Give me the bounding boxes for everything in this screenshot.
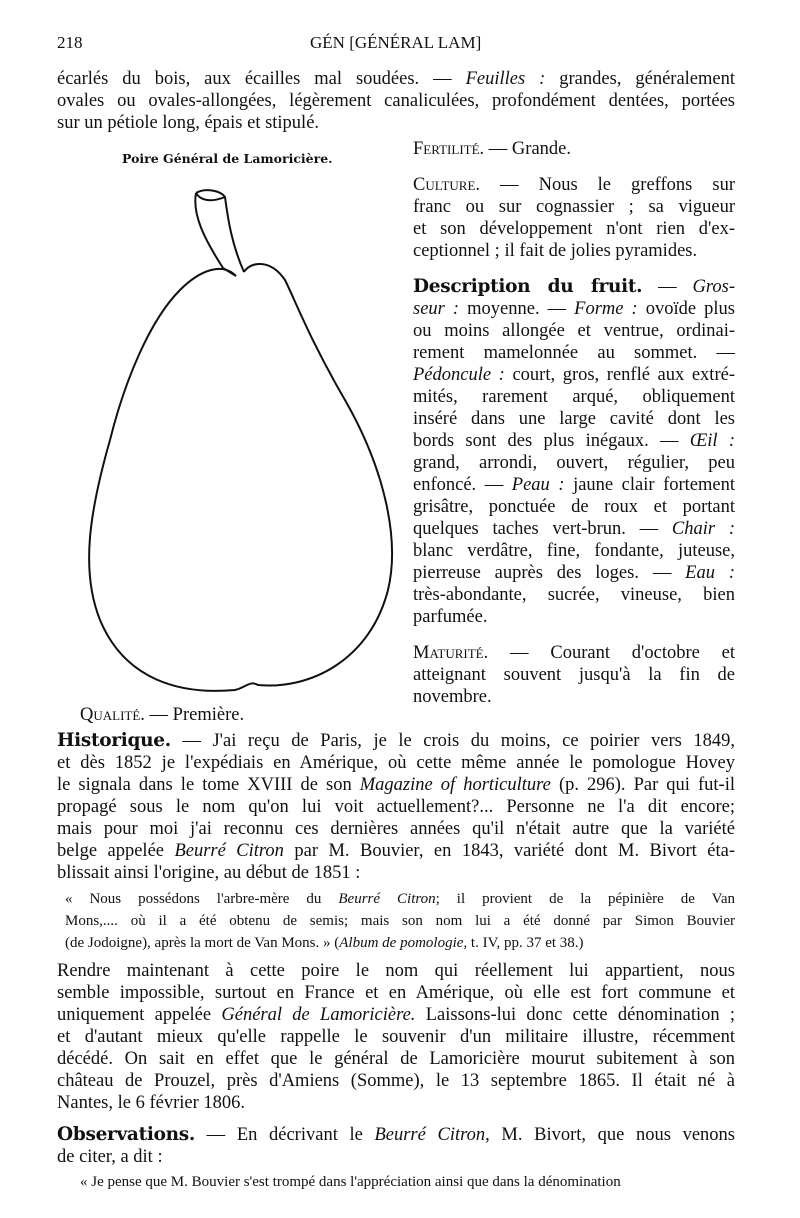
text-run: Nantes, le 6 février 1806. <box>57 1093 246 1113</box>
text-run: Rendre maintenant à cette poire le nom qui réellement lui appartient, nous <box>57 961 735 981</box>
text-run: Mons,.... où il a été obtenu de semis; mais son nom lui a été donné par Simon Bouvier <box>65 913 735 929</box>
text-run: Magazine of horticulture <box>359 775 551 795</box>
text-run: mités, rarement arqué, obliquement <box>413 387 735 407</box>
text-line <box>413 430 735 452</box>
text-line <box>57 862 735 884</box>
text-run: Beurré Citron <box>374 1125 486 1145</box>
pear-stem <box>195 190 244 276</box>
text-line <box>65 910 735 932</box>
text-run: enfoncé. — <box>413 475 512 495</box>
text-line <box>413 642 735 664</box>
text-run: Forme : <box>574 299 638 319</box>
qualite-line <box>80 704 244 726</box>
text-line <box>413 664 735 686</box>
text-run: par M. Bouvier, en 1843, variété dont M. Bivort éta- <box>283 841 735 861</box>
text-run: — Grande. <box>484 139 571 159</box>
right-column-description <box>413 138 735 708</box>
text-run: — Courant d'octobre et <box>488 643 735 663</box>
text-run: quelques taches vert-brun. — <box>413 519 672 539</box>
text-run: grandes, généralement <box>545 69 736 89</box>
text-run: le signala dans le tome XVIII de son <box>57 775 360 795</box>
text-line <box>80 704 244 726</box>
text-run: Gros- <box>692 277 735 297</box>
text-line <box>57 1004 735 1026</box>
text-run: Beurré Citron <box>174 841 284 861</box>
text-run: « Je pense que M. Bouvier s'est trompé dans l'appréciation ainsi que dans la dénomination <box>80 1174 621 1190</box>
running-title: GÉN [GÉNÉRAL LAM] <box>310 33 482 52</box>
text-run: — <box>642 277 693 297</box>
text-line <box>57 1146 735 1168</box>
text-run: ou moins allongée et ventrue, ordinai- <box>413 321 735 341</box>
pear-body <box>89 264 392 691</box>
text-line <box>413 474 735 496</box>
section-heading: Historique. <box>57 730 171 751</box>
text-line <box>413 540 735 562</box>
text-line <box>413 298 735 320</box>
text-run: novembre. <box>413 687 492 707</box>
text-line <box>57 1070 735 1092</box>
text-run: Beurré Citron <box>338 891 436 907</box>
text-run: ovales ou ovales-allongées, légèrement canaliculées, profondément dentées, portées <box>57 91 735 111</box>
text-line <box>413 562 735 584</box>
text-line <box>57 960 735 982</box>
text-line <box>413 408 735 430</box>
page-number: 218 <box>57 33 83 52</box>
text-line <box>57 1026 735 1048</box>
text-line <box>413 452 735 474</box>
text-run: Eau : <box>685 563 735 583</box>
text-line <box>413 364 735 386</box>
text-line <box>413 218 735 240</box>
text-run: jaune clair fortement <box>564 475 736 495</box>
quote-bivort <box>65 888 735 954</box>
text-run: bords sont des plus inégaux. — <box>413 431 690 451</box>
text-run: atteignant souvent jusqu'à la fin de <box>413 665 735 685</box>
text-line <box>413 240 735 262</box>
text-run: franc ou sur cognassier ; sa vigueur <box>413 197 735 217</box>
text-run: ; il provient de la pépinière de Van <box>435 891 735 907</box>
text-run: très-abondante, sucrée, vineuse, bien <box>413 585 735 605</box>
text-run: — Nous le greffons sur <box>480 175 735 195</box>
text-run: , M. Bivort, que nous venons <box>485 1125 735 1145</box>
text-run: uniquement appelée <box>57 1005 222 1025</box>
text-line <box>57 840 735 862</box>
text-run: et dès 1852 je l'expédiais en Amérique, où cette même année le pomologue Hovey <box>57 753 735 773</box>
text-run: — En décrivant le <box>195 1125 375 1145</box>
text-line <box>57 774 735 796</box>
text-line <box>413 276 735 298</box>
paragraph-gap <box>413 262 735 276</box>
text-line <box>413 138 735 160</box>
paragraph-rendre <box>57 960 735 1114</box>
paragraph-gap <box>413 160 735 174</box>
paragraph-gap <box>413 628 735 642</box>
text-run: et son développement n'ont rien d'ex- <box>413 219 735 239</box>
text-line <box>413 342 735 364</box>
paragraph-observations <box>57 1124 735 1168</box>
text-run: ceptionnel ; il fait de jolies pyramides. <box>413 241 698 261</box>
text-line <box>57 730 735 752</box>
text-line <box>413 518 735 540</box>
text-run: Laissons-lui donc cette dénomination ; <box>415 1005 736 1025</box>
text-run: de citer, a dit : <box>57 1147 163 1167</box>
text-line <box>413 606 735 628</box>
text-line <box>57 1092 735 1114</box>
text-run: Qualité. <box>80 705 145 725</box>
paragraph-historique <box>57 730 735 884</box>
text-run: blissait ainsi l'origine, au début de 1851 : <box>57 863 361 883</box>
text-line <box>57 818 735 840</box>
text-run: « Nous possédons l'arbre-mère du <box>65 891 339 907</box>
text-run: Général de Lamoricière. <box>221 1005 416 1025</box>
text-run: Œil : <box>689 431 735 451</box>
text-run: rement mamelonnée au sommet. — <box>413 343 735 363</box>
text-line <box>57 796 735 818</box>
text-run: blanc verdâtre, fine, fondante, juteuse, <box>413 541 735 561</box>
text-line <box>57 982 735 1004</box>
text-run: château de Prouzel, près d'Amiens (Somme), le 13 septembre 1865. Il était né à <box>57 1071 735 1091</box>
text-line <box>413 584 735 606</box>
text-line <box>57 752 735 774</box>
section-heading: Description du fruit. <box>413 276 643 297</box>
text-run: ovoïde plus <box>637 299 735 319</box>
text-run: propagé sous le nom qu'on lui voit actuellement?... Personne ne l'a dit encore; <box>57 797 735 817</box>
text-run: sur un pétiole long, épais et stipulé. <box>57 113 320 133</box>
text-run: Maturité. <box>413 643 489 663</box>
text-run: Pédoncule : <box>413 365 505 385</box>
text-line <box>57 1048 735 1070</box>
text-run: court, gros, renflé aux extré- <box>504 365 735 385</box>
text-run: Culture. <box>413 175 481 195</box>
figure-caption: Poire Général de Lamoricière. <box>122 151 333 166</box>
text-run: inséré dans une large cavité dont les <box>413 409 735 429</box>
text-run: Chair : <box>671 519 735 539</box>
text-run: grisâtre, ponctuée de roux et portant <box>413 497 735 517</box>
text-run: seur : <box>413 299 460 319</box>
text-run: t. IV, pp. 37 et 38.) <box>467 935 584 951</box>
text-line <box>80 1171 735 1193</box>
text-line <box>413 196 735 218</box>
text-run: (de Jodoigne), après la mort de Van Mons. » ( <box>65 935 340 951</box>
text-line <box>413 386 735 408</box>
text-run: moyenne. — <box>459 299 575 319</box>
text-run: (p. 296). Par qui fut-il <box>550 775 735 795</box>
text-run: — J'ai reçu de Paris, je le crois du moins, ce poirier vers 1849, <box>170 731 735 751</box>
quote-observation <box>80 1171 735 1193</box>
text-run: pierreuse auprès des loges. — <box>413 563 686 583</box>
text-run: et d'autant mieux qu'elle rappelle le souvenir d'un militaire illustre, récemment <box>57 1027 735 1047</box>
text-run: parfumée. <box>413 607 488 627</box>
text-line <box>413 496 735 518</box>
text-line <box>413 686 735 708</box>
text-run: mais pour moi j'ai reconnu ces dernières années qu'il n'était autre que la variété <box>57 819 735 839</box>
text-run: belge appelée <box>57 841 175 861</box>
text-line <box>413 320 735 342</box>
text-line <box>57 1124 735 1146</box>
text-run: Fertilité. <box>413 139 485 159</box>
text-run: Feuilles : <box>465 69 546 89</box>
text-run: Peau : <box>511 475 565 495</box>
section-heading: Observations. <box>57 1124 196 1145</box>
text-line <box>413 174 735 196</box>
text-run: Album de pomologie, <box>339 935 468 951</box>
text-line <box>65 932 735 954</box>
text-run: écarlés du bois, aux écailles mal soudées. — <box>57 69 466 89</box>
text-run: — Première. <box>144 705 245 725</box>
text-run: semble impossible, surtout en France et en Amérique, où elle est fort commune et <box>57 983 735 1003</box>
text-line <box>65 888 735 910</box>
text-run: décédé. On sait en effet que le général de Lamoricière mourut subitement à son <box>57 1049 735 1069</box>
text-run: grand, arrondi, ouvert, régulier, peu <box>413 453 735 473</box>
